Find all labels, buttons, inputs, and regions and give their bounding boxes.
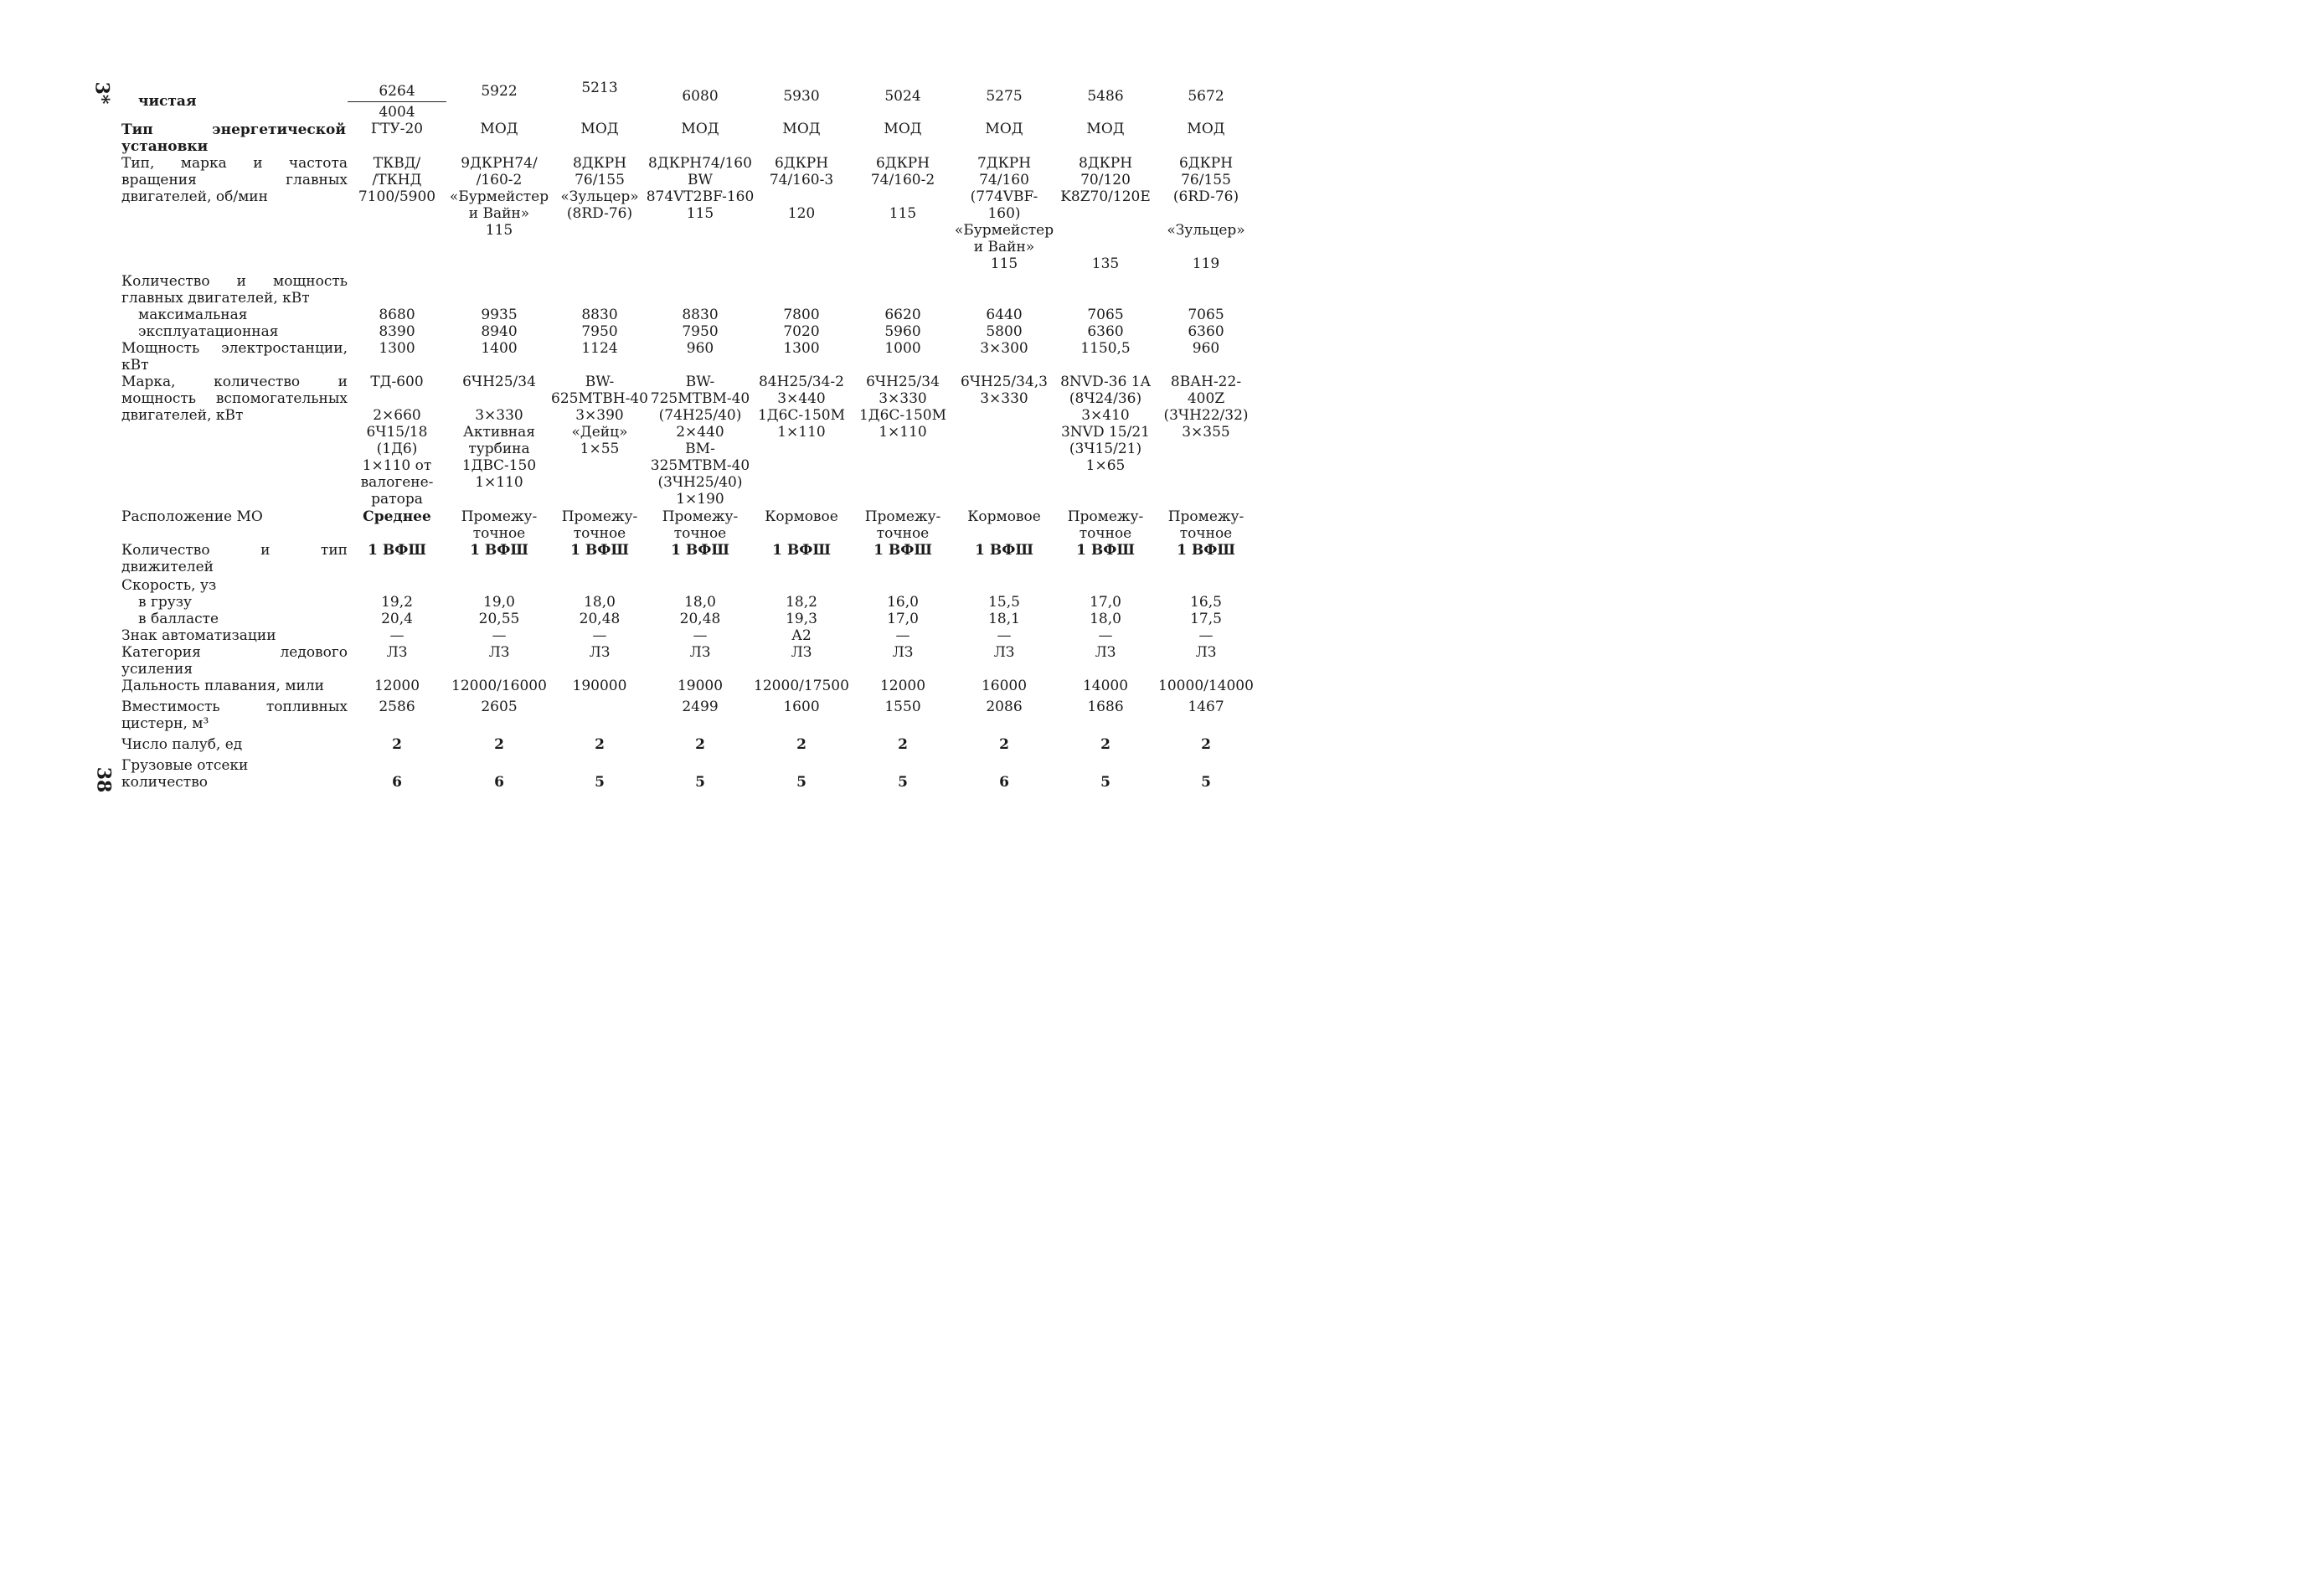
cell-holds-col2: 6 — [494, 774, 504, 791]
cell-max-col3: 8830 — [581, 307, 618, 323]
cell-range-col2: 12000/16000 — [451, 678, 547, 694]
row-label-clean: чистая — [138, 93, 197, 110]
cell-aux-col6: 6ЧН25/34 3×330 1Д6С-150М 1×110 — [858, 374, 947, 441]
cell-loaded-col5: 18,2 — [786, 594, 817, 611]
cell-range-col6: 12000 — [879, 678, 926, 694]
cell-mo-col6: Промежу- точное — [864, 508, 941, 542]
cell-engine-col9: 6ДКРН 76/155 (6RD-76) «Зульцер» 119 — [1167, 155, 1245, 272]
row-label-ice: Категория ледового усиления — [121, 644, 348, 678]
cell-power-type-col5: МОД — [782, 121, 821, 137]
cell-max-col9: 7065 — [1188, 307, 1224, 323]
cell-loaded-col8: 17,0 — [1090, 594, 1121, 611]
cell-ballast-col6: 17,0 — [887, 611, 919, 627]
cell-range-col1: 12000 — [374, 678, 420, 694]
row-label-power-type: Тип энергетической установки — [121, 121, 346, 155]
cell-automation-col5: А2 — [791, 627, 812, 644]
cell-mo-col5: Кормовое — [765, 508, 838, 525]
cell-propulsor-col4: 1 ВФШ — [671, 542, 729, 559]
cell-automation-col4: — — [693, 627, 708, 644]
cell-aux-col5: 84Н25/34-2 3×440 1Д6С-150М 1×110 — [757, 374, 846, 441]
cell-ballast-col3: 20,48 — [579, 611, 621, 627]
cell-power-type-col2: МОД — [480, 121, 518, 137]
cell-holds-col5: 5 — [796, 774, 806, 791]
cell-ballast-col7: 18,1 — [988, 611, 1020, 627]
cell-ice-col5: ЛЗ — [791, 644, 812, 661]
cell-engine-col3: 8ДКРН 76/155 «Зульцер» (8RD-76) — [560, 155, 639, 222]
cell-power-type-col3: МОД — [580, 121, 619, 137]
cell-ballast-col9: 17,5 — [1190, 611, 1222, 627]
cell-propulsor-col7: 1 ВФШ — [975, 542, 1033, 559]
cell-ballast-col8: 18,0 — [1090, 611, 1121, 627]
cell-holds-col7: 6 — [999, 774, 1009, 791]
cell-mo-col1: Среднее — [363, 508, 431, 525]
cell-operational-col5: 7020 — [783, 323, 820, 340]
cell-range-col7: 16000 — [981, 678, 1028, 694]
cell-clean-col9: 5672 — [1188, 88, 1224, 105]
cell-ice-col6: ЛЗ — [892, 644, 914, 661]
row-label-plant-power: Мощность электростанции, кВт — [121, 340, 348, 374]
cell-propulsor-col1: 1 ВФШ — [368, 542, 426, 559]
cell-fuel-col2: 2605 — [481, 699, 518, 715]
cell-clean-col4: 6080 — [682, 88, 719, 105]
cell-loaded-col7: 15,5 — [988, 594, 1020, 611]
row-label-fuel: Вместимость топливных цистерн, м³ — [121, 699, 348, 732]
cell-mo-col2: Промежу- точное — [461, 508, 538, 542]
cell-aux-col2: 6ЧН25/34 3×330 Активная турбина 1ДВС-150 1×110 — [461, 374, 537, 491]
cell-aux-col4: BW- 725MTBM-40 (74Н25/40) 2×440 BM- 325MTBM-40 (3ЧН25/40) 1×190 — [650, 374, 750, 508]
row-label-engine-type: Тип, марка и частота вращения главных двигателей, об/мин — [121, 155, 348, 205]
cell-ballast-col1: 20,4 — [381, 611, 413, 627]
cell-aux-col7: 6ЧН25/34,3 3×330 — [961, 374, 1048, 407]
cell-automation-col7: — — [997, 627, 1012, 644]
cell-propulsor-col5: 1 ВФШ — [772, 542, 831, 559]
cell-decks-col3: 2 — [595, 736, 605, 753]
cell-plant-col9: 960 — [1192, 340, 1220, 357]
row-label-automation: Знак автоматизации — [121, 627, 276, 644]
margin-mark-top: 3* — [90, 81, 113, 105]
row-label-speed: Скорость, уз — [121, 577, 217, 594]
cell-operational-col8: 6360 — [1087, 323, 1124, 340]
cell-automation-col6: — — [895, 627, 910, 644]
cell-loaded-col2: 19,0 — [483, 594, 515, 611]
margin-mark-bottom: 38 — [92, 766, 115, 793]
cell-automation-col8: — — [1098, 627, 1113, 644]
cell-holds-col4: 5 — [695, 774, 705, 791]
row-label-holds-count: количество — [121, 774, 209, 791]
cell-operational-col4: 7950 — [682, 323, 719, 340]
cell-plant-col7: 3×300 — [980, 340, 1028, 357]
cell-aux-col8: 8NVD-36 1A (8Ч24/36) 3×410 3NVD 15/21 (3Ч15/21) 1×65 — [1060, 374, 1151, 474]
cell-max-col2: 9935 — [481, 307, 518, 323]
cell-operational-col1: 8390 — [379, 323, 415, 340]
cell-propulsor-col6: 1 ВФШ — [873, 542, 932, 559]
cell-max-col1: 8680 — [379, 307, 415, 323]
cell-ice-col9: ЛЗ — [1195, 644, 1217, 661]
cell-decks-col8: 2 — [1100, 736, 1110, 753]
cell-holds-col3: 5 — [595, 774, 605, 791]
cell-decks-col1: 2 — [392, 736, 402, 753]
cell-aux-col3: BW- 625MTBH-40 3×390 «Дейц» 1×55 — [551, 374, 648, 457]
cell-power-type-col4: МОД — [681, 121, 719, 137]
cell-holds-col9: 5 — [1201, 774, 1211, 791]
cell-operational-col6: 5960 — [884, 323, 921, 340]
cell-engine-col5: 6ДКРН 74/160-3 120 — [769, 155, 834, 222]
cell-loaded-col6: 16,0 — [887, 594, 919, 611]
cell-automation-col1: — — [389, 627, 405, 644]
cell-engine-col1: ТКВД/ /ТКНД 7100/5900 — [358, 155, 436, 205]
cell-clean-col8: 5486 — [1087, 88, 1124, 105]
cell-ice-col3: ЛЗ — [589, 644, 611, 661]
cell-power-type-col1: ГТУ-20 — [370, 121, 424, 137]
cell-ice-col2: ЛЗ — [488, 644, 510, 661]
cell-engine-col7: 7ДКРН 74/160 (774VBF- 160) «Бурмейстер и Вайн» 115 — [954, 155, 1054, 272]
cell-plant-col4: 960 — [686, 340, 714, 357]
cell-automation-col9: — — [1198, 627, 1214, 644]
cell-engine-col2: 9ДКРН74/ /160-2 «Бурмейстер и Вайн» 115 — [449, 155, 549, 239]
fraction-line — [348, 101, 446, 102]
cell-mo-col7: Кормовое — [967, 508, 1041, 525]
cell-clean-col6: 5024 — [884, 88, 921, 105]
cell-plant-col6: 1000 — [884, 340, 921, 357]
cell-propulsor-col2: 1 ВФШ — [470, 542, 528, 559]
cell-fuel-col5: 1600 — [783, 699, 820, 715]
row-label-holds: Грузовые отсеки — [121, 757, 249, 774]
cell-decks-col5: 2 — [796, 736, 806, 753]
row-label-propulsor: Количество и тип движителей — [121, 542, 348, 575]
cell-aux-col9: 8ВАН-22- 400Z (3ЧН22/32) 3×355 — [1163, 374, 1249, 441]
row-label-mo-location: Расположение МО — [121, 508, 263, 525]
cell-max-col4: 8830 — [682, 307, 719, 323]
cell-loaded-col4: 18,0 — [684, 594, 716, 611]
cell-mo-col8: Промежу- точное — [1067, 508, 1144, 542]
cell-fuel-col1: 2586 — [379, 699, 415, 715]
cell-ice-col1: ЛЗ — [386, 644, 408, 661]
cell-fuel-col6: 1550 — [884, 699, 921, 715]
cell-propulsor-col8: 1 ВФШ — [1076, 542, 1135, 559]
cell-propulsor-col9: 1 ВФШ — [1177, 542, 1235, 559]
cell-plant-col3: 1124 — [581, 340, 618, 357]
cell-clean-col2: 5922 — [481, 83, 518, 100]
cell-holds-col6: 5 — [898, 774, 908, 791]
cell-decks-col9: 2 — [1201, 736, 1211, 753]
cell-clean-col5: 5930 — [783, 88, 820, 105]
cell-engine-col6: 6ДКРН 74/160-2 115 — [870, 155, 935, 222]
cell-decks-col7: 2 — [999, 736, 1009, 753]
cell-aux-col1: ТД-600 2×660 6Ч15/18 (1Д6) 1×110 от валогене- ратора — [360, 374, 434, 508]
row-label-decks: Число палуб, ед — [121, 736, 243, 753]
row-label-ballast: в балласте — [138, 611, 219, 627]
cell-operational-col2: 8940 — [481, 323, 518, 340]
cell-fuel-col4: 2499 — [682, 699, 719, 715]
cell-max-col7: 6440 — [986, 307, 1023, 323]
cell-holds-col1: 6 — [392, 774, 402, 791]
cell-range-col8: 14000 — [1082, 678, 1129, 694]
row-label-max: максимальная — [138, 307, 248, 323]
cell-ice-col8: ЛЗ — [1095, 644, 1116, 661]
row-label-engine-count: Количество и мощность главных двигателей, кВт — [121, 273, 348, 307]
cell-range-col9: 10000/14000 — [1158, 678, 1254, 694]
cell-max-col5: 7800 — [783, 307, 820, 323]
cell-clean-col3: 5213 — [581, 80, 618, 96]
cell-mo-col4: Промежу- точное — [662, 508, 739, 542]
row-label-range: Дальность плавания, мили — [121, 678, 325, 694]
cell-ballast-col5: 19,3 — [786, 611, 817, 627]
cell-clean-col1: 6264 — [379, 83, 415, 100]
cell-max-col8: 7065 — [1087, 307, 1124, 323]
cell-ice-col4: ЛЗ — [689, 644, 711, 661]
cell-mo-col9: Промежу- точное — [1167, 508, 1244, 542]
cell-operational-col9: 6360 — [1188, 323, 1224, 340]
cell-loaded-col1: 19,2 — [381, 594, 413, 611]
row-label-aux: Марка, количество и мощность вспомогательных двигателей, кВт — [121, 374, 348, 424]
cell-propulsor-col3: 1 ВФШ — [570, 542, 629, 559]
cell-clean-col7: 5275 — [986, 88, 1023, 105]
cell-plant-col5: 1300 — [783, 340, 820, 357]
cell-loaded-col3: 18,0 — [584, 594, 616, 611]
cell-fuel-col8: 1686 — [1087, 699, 1124, 715]
cell-clean-sub-col1: 4004 — [379, 104, 415, 121]
cell-fuel-col7: 2086 — [986, 699, 1023, 715]
cell-automation-col3: — — [592, 627, 607, 644]
cell-operational-col7: 5800 — [986, 323, 1023, 340]
cell-plant-col2: 1400 — [481, 340, 518, 357]
cell-engine-col4: 8ДКРН74/160 BW 874VT2BF-160 115 — [646, 155, 755, 222]
cell-power-type-col9: МОД — [1187, 121, 1225, 137]
cell-plant-col1: 1300 — [379, 340, 415, 357]
cell-holds-col8: 5 — [1100, 774, 1110, 791]
cell-plant-col8: 1150,5 — [1080, 340, 1131, 357]
cell-range-col3: 190000 — [572, 678, 627, 694]
cell-ballast-col2: 20,55 — [478, 611, 520, 627]
cell-power-type-col7: МОД — [985, 121, 1023, 137]
cell-max-col6: 6620 — [884, 307, 921, 323]
cell-power-type-col8: МОД — [1086, 121, 1125, 137]
cell-operational-col3: 7950 — [581, 323, 618, 340]
document-page — [0, 0, 1300, 885]
cell-engine-col8: 8ДКРН 70/120 K8Z70/120E 135 — [1060, 155, 1151, 272]
cell-ice-col7: ЛЗ — [993, 644, 1015, 661]
cell-loaded-col9: 16,5 — [1190, 594, 1222, 611]
cell-range-col4: 19000 — [677, 678, 724, 694]
cell-mo-col3: Промежу- точное — [561, 508, 638, 542]
cell-ballast-col4: 20,48 — [679, 611, 721, 627]
cell-decks-col4: 2 — [695, 736, 705, 753]
cell-decks-col2: 2 — [494, 736, 504, 753]
row-label-loaded: в грузу — [138, 594, 193, 611]
cell-power-type-col6: МОД — [884, 121, 922, 137]
cell-fuel-col9: 1467 — [1188, 699, 1224, 715]
cell-range-col5: 12000/17500 — [754, 678, 849, 694]
cell-decks-col6: 2 — [898, 736, 908, 753]
row-label-operational: эксплуатационная — [138, 323, 279, 340]
cell-automation-col2: — — [492, 627, 507, 644]
